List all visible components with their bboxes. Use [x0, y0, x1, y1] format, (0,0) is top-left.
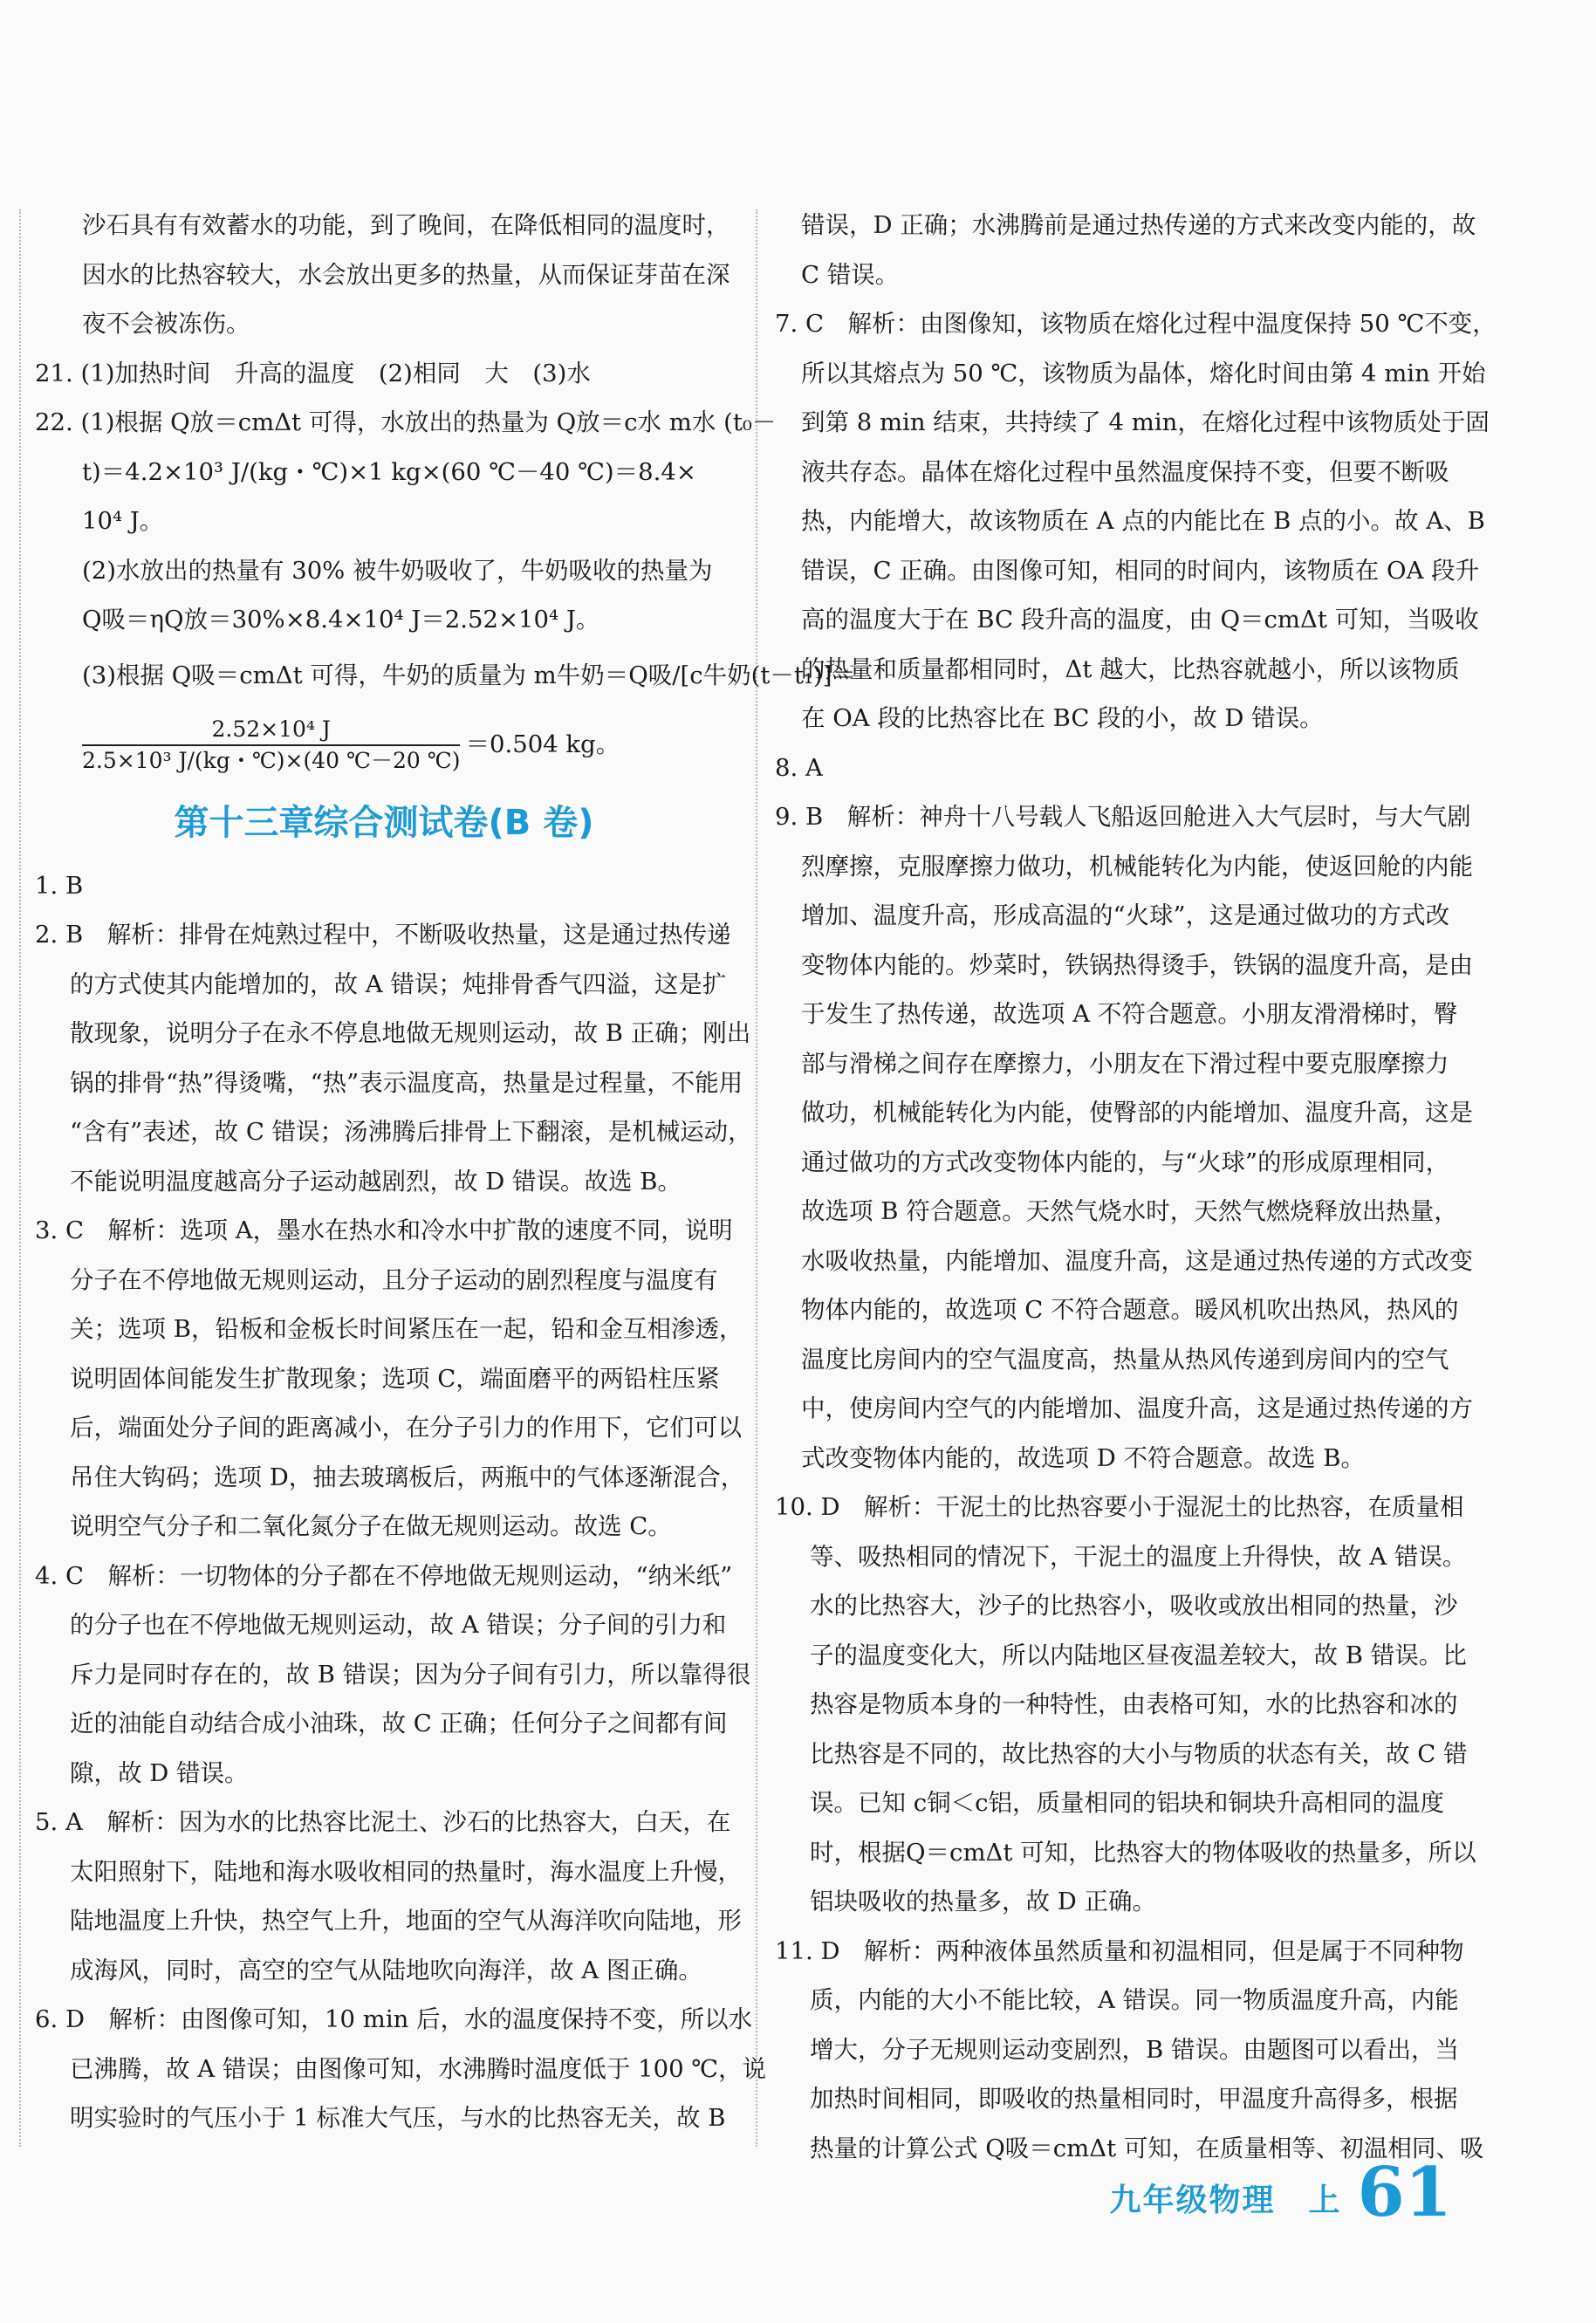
answer-7-line: 7. C 解析：由图像知，该物质在熔化过程中温度保持 50 ℃不变， [775, 310, 1497, 338]
answer-11-line: 质，内能的大小不能比较，A 错误。同一物质温度升高，内能 [810, 1986, 1459, 2014]
answer-9-line: 式改变物体内能的，故选项 D 不符合题意。故选 B。 [801, 1443, 1365, 1472]
answer-3-line: 说明固体间能发生扩散现象；选项 C，端面磨平的两铅柱压紧 [70, 1364, 720, 1393]
answer-7-line: 在 OA 段的比热容比在 BC 段的小，故 D 错误。 [801, 704, 1324, 732]
answer-10-line: 比热容是不同的，故比热容的大小与物质的状态有关，故 C 错 [810, 1739, 1468, 1768]
answer-7-line: 高的温度大于在 BC 段升高的温度，由 Q＝cmΔt 可知，当吸收 [801, 606, 1479, 634]
answer-22-line: t)＝4.2×10³ J/(kg・℃)×1 kg×(60 ℃－40 ℃)＝8.4× [82, 457, 696, 486]
answer-10-line: 子的温度变化大，所以内陆地区昼夜温差较大，故 B 错误。比 [810, 1641, 1467, 1669]
answer-4-line: 斥力是同时存在的，故 B 错误；因为分子间有引力，所以靠得很 [70, 1660, 751, 1689]
page-number: 61 [1357, 2153, 1452, 2232]
answer-11-line: 11. D 解析：两种液体虽然质量和初温相同，但是属于不同种物 [775, 1936, 1464, 1965]
answer-2-line: “含有”表述，故 C 错误；汤沸腾后排骨上下翻滚，是机械运动， [70, 1118, 752, 1146]
answer-9-line: 故选项 B 符合题意。天然气烧水时，天然气燃烧释放出热量， [801, 1197, 1458, 1225]
answer-6-line: 已沸腾，故 A 错误；由图像可知，水沸腾时温度低于 100 ℃，说 [70, 2054, 767, 2083]
answer-7-line: 错误，C 正确。由图像可知，相同的时间内，该物质在 OA 段升 [801, 556, 1480, 585]
answer-3-line: 吊住大钩码；选项 D，抽去玻璃板后，两瓶中的气体逐渐混合， [70, 1463, 745, 1491]
answer-2-line: 锅的排骨“热”得烫嘴，“热”表示温度高，热量是过程量，不能用 [70, 1068, 743, 1097]
answer-6-line: 明实验时的气压小于 1 标准大气压，与水的比热容无关，故 B [70, 2104, 726, 2132]
text-line: C 错误。 [801, 260, 900, 289]
answer-11-line: 热量的计算公式 Q吸＝cmΔt 可知，在质量相等、初温相同、吸 [810, 2134, 1484, 2162]
text-line: 沙石具有有效蓄水的功能，到了晚间，在降低相同的温度时， [82, 211, 730, 239]
answer-7-line: 到第 8 min 结束，共持续了 4 min，在熔化过程中该物质处于固 [801, 408, 1490, 436]
answer-9-line: 中，使房间内空气的内能增加、温度升高，这是通过热传递的方 [801, 1394, 1473, 1422]
footer-subject: 九年级物理 上 [1109, 2183, 1342, 2218]
answer-5-line: 太阳照射下，陆地和海水吸收相同的热量时，海水温度上升慢， [70, 1857, 742, 1886]
answer-4-line: 近的油能自动结合成小油珠，故 C 正确；任何分子之间都有间 [70, 1710, 728, 1737]
fraction [82, 715, 460, 776]
fraction-result: ＝0.504 kg。 [465, 730, 620, 759]
answer-21: 21. (1)加热时间 升高的温度 (2)相同 大 (3)水 [35, 359, 591, 387]
answer-3-line: 分子在不停地做无规则运动，且分子运动的剧烈程度与温度有 [70, 1265, 718, 1294]
answer-22-line: (2)水放出的热量有 30% 被牛奶吸收了，牛奶吸收的热量为 [82, 556, 713, 585]
answer-9-line: 通过做功的方式改变物体内能的，与“火球”的形成原理相同， [801, 1148, 1450, 1176]
answer-10-line: 时，根据Q＝cmΔt 可知，比热容大的物体吸收的热量多，所以 [810, 1838, 1476, 1867]
answer-3-line: 后，端面处分子间的距离减小，在分子引力的作用下，它们可以 [70, 1414, 742, 1442]
answer-2-line: 的方式使其内能增加的，故 A 错误；炖排骨香气四溢，这是扩 [70, 970, 727, 998]
answer-10-line: 误。已知 c铜＜c铝，质量相同的铝块和铜块升高相同的温度 [810, 1789, 1445, 1817]
answer-9-line: 温度比房间内的空气温度高，热量从热风传递到房间内的空气 [801, 1345, 1449, 1374]
answer-2-line: 2. B 解析：排骨在炖熟过程中，不断吸收热量，这是通过热传递 [35, 921, 731, 949]
answer-5-line: 成海风，同时，高空的空气从陆地吹向海洋，故 A 图正确。 [70, 1956, 702, 1984]
answer-2-line: 散现象，说明分子在永不停息地做无规则运动，故 B 正确；刚出 [70, 1019, 751, 1047]
answer-22-line: (3)根据 Q吸＝cmΔt 可得，牛奶的质量为 m牛奶＝Q吸/[c牛奶(t－t₁)]＝ [82, 661, 856, 689]
answer-9-line: 于发生了热传递，故选项 A 不符合题意。小朋友滑滑梯时，臀 [801, 1000, 1458, 1028]
fraction-denominator: 2.5×10³ J/(kg・℃)×(40 ℃－20 ℃) [82, 744, 460, 776]
answer-10-line: 水的比热容大，沙子的比热容小，吸收或放出相同的热量，沙 [810, 1592, 1458, 1620]
answer-9-line: 9. B 解析：神舟十八号载人飞船返回舱进入大气层时，与大气剧 [775, 803, 1471, 831]
text-line: 夜不会被冻伤。 [82, 310, 250, 338]
answer-3-line: 说明空气分子和二氧化氮分子在做无规则运动。故选 C。 [70, 1512, 672, 1540]
answer-9-line: 变物体内能的。炒菜时，铁锅热得烫手，铁锅的温度升高，是由 [801, 950, 1473, 979]
answer-8: 8. A [775, 753, 823, 782]
answer-10-line: 热容是物质本身的一种特性，由表格可知，水的比热容和冰的 [810, 1690, 1458, 1718]
answer-22-line: 10⁴ J。 [82, 507, 164, 535]
answer-7-line: 的热量和质量都相同时，Δt 越大，比热容就越小，所以该物质 [801, 654, 1460, 683]
answer-9-line: 增加、温度升高，形成高温的“火球”，这是通过做功的方式改 [801, 901, 1450, 929]
page-footer [1109, 2153, 1452, 2232]
answer-5-line: 5. A 解析：因为水的比热容比泥土、沙石的比热容大，白天，在 [35, 1808, 731, 1836]
answer-9-line: 部与滑梯之间存在摩擦力，小朋友在下滑过程中要克服摩擦力 [801, 1049, 1449, 1078]
section-title: 第十三章综合测试卷(B 卷) [174, 802, 594, 843]
answer-9-line: 烈摩擦，克服摩擦力做功，机械能转化为内能，使返回舱的内能 [801, 852, 1473, 881]
right-column [775, 201, 1497, 2173]
answer-4-line: 的分子也在不停地做无规则运动，故 A 错误；分子间的引力和 [70, 1611, 727, 1639]
answer-10-line: 铝块吸收的热量多，故 D 正确。 [810, 1888, 1157, 1915]
answer-22-line: 22. (1)根据 Q放＝cmΔt 可得，水放出的热量为 Q放＝c水 m水 (t₀－ [35, 408, 777, 436]
answer-2-line: 不能说明温度越高分子运动越剧烈，故 D 错误。故选 B。 [70, 1167, 682, 1196]
text-line: 因水的比热容较大，水会放出更多的热量，从而保证芽苗在深 [82, 260, 730, 289]
fraction-expression [35, 706, 733, 785]
column-divider [756, 209, 757, 2147]
answer-4-line: 4. C 解析：一切物体的分子都在不停地做无规则运动，“纳米纸” [35, 1561, 733, 1590]
answer-9-line: 做功，机械能转化为内能，使臀部的内能增加、温度升高，这是 [801, 1099, 1473, 1127]
answer-3-line: 3. C 解析：选项 A，墨水在热水和冷水中扩散的速度不同，说明 [35, 1216, 733, 1244]
answer-11-line: 增大，分子无规则运动变剧烈，B 错误。由题图可以看出，当 [810, 2035, 1459, 2064]
answer-6-line: 6. D 解析：由图像可知，10 min 后，水的温度保持不变，所以水 [35, 2005, 753, 2033]
answer-7-line: 所以其熔点为 50 ℃，该物质为晶体，熔化时间由第 4 min 开始 [801, 359, 1486, 387]
fraction-numerator: 2.52×10⁴ J [211, 716, 331, 742]
answer-22-line: Q吸＝ηQ放＝30%×8.4×10⁴ J＝2.52×10⁴ J。 [82, 606, 600, 634]
answer-7-line: 热，内能增大，故该物质在 A 点的内能比在 B 点的小。故 A、B [801, 507, 1485, 535]
answer-9-line: 物体内能的，故选项 C 不符合题意。暖风机吹出热风，热风的 [801, 1296, 1459, 1324]
answer-10-line: 等、吸热相同的情况下，干泥土的温度上升得快，故 A 错误。 [810, 1542, 1467, 1571]
answer-7-line: 液共存态。晶体在熔化过程中虽然温度保持不变，但要不断吸 [801, 457, 1449, 486]
left-margin-rule [19, 209, 21, 2147]
text-line: 错误，D 正确；水沸腾前是通过热传递的方式来改变内能的，故 [801, 211, 1476, 239]
answer-1: 1. B [35, 871, 84, 900]
answer-10-line: 10. D 解析：干泥土的比热容要小于湿泥土的比热容，在质量相 [775, 1493, 1464, 1521]
answer-9-line: 水吸收热量，内能增加、温度升高，这是通过热传递的方式改变 [801, 1246, 1473, 1275]
answer-4-line: 隙，故 D 错误。 [70, 1758, 249, 1787]
answer-11-line: 加热时间相同，即吸收的热量相同时，甲温度升高得多，根据 [810, 2085, 1458, 2113]
answer-3-line: 关；选项 B，铅板和金板长时间紧压在一起，铅和金互相渗透， [70, 1315, 743, 1343]
answer-5-line: 陆地温度上升快，热空气上升，地面的空气从海洋吹向陆地，形 [70, 1907, 742, 1935]
